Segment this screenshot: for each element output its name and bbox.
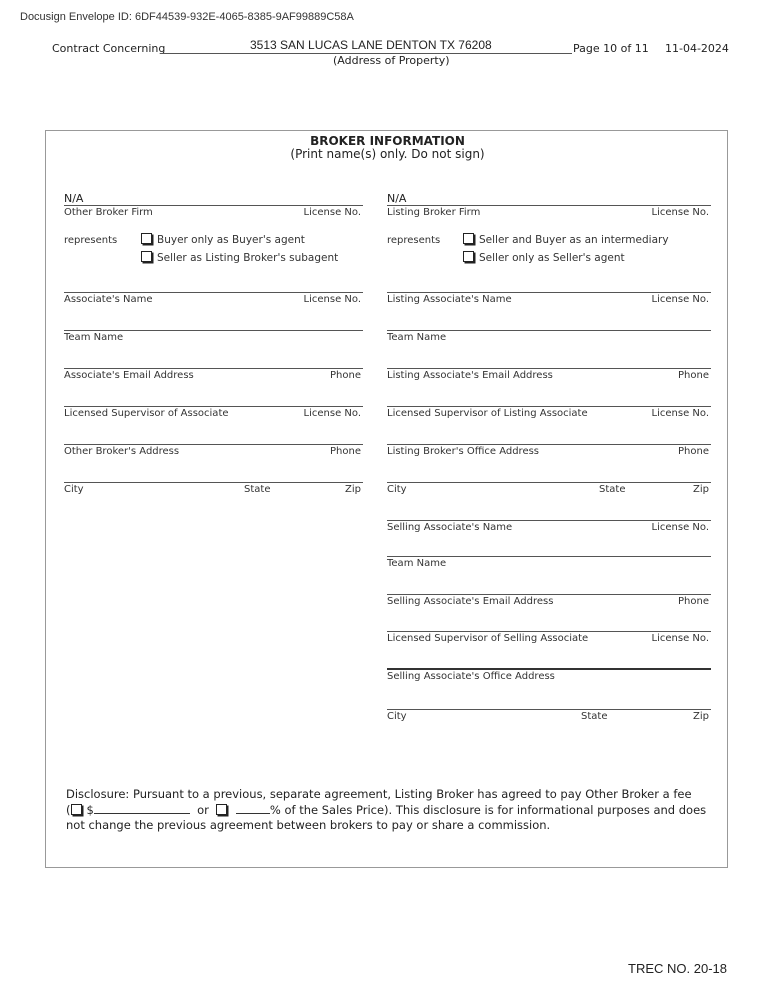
selling-city-state-zip-field[interactable] (387, 709, 711, 724)
associate-email-field[interactable] (64, 368, 363, 383)
other-broker-address-field[interactable] (64, 444, 363, 459)
selling-associate-name-field[interactable] (387, 520, 711, 535)
page-number: Page 10 of 11 (573, 42, 649, 55)
seller-agent-option[interactable] (463, 251, 625, 264)
selling-associate-license-label: License No. (651, 522, 709, 533)
disclosure-text (66, 787, 723, 833)
listing-associate-license-label: License No. (651, 294, 709, 305)
fee-percent-blank[interactable] (236, 802, 270, 814)
selling-supervisor-label: Licensed Supervisor of Selling Associate (387, 633, 589, 644)
intermediary-option[interactable] (463, 233, 669, 246)
other-broker-firm-value: N/A (64, 192, 84, 205)
intermediary-label: Seller and Buyer as an intermediary (479, 234, 669, 246)
other-broker-firm-field[interactable] (64, 205, 363, 220)
selling-office-address-label: Selling Associate's Office Address (387, 671, 555, 682)
state-label: State (599, 484, 626, 495)
supervisor-label: Licensed Supervisor of Associate (64, 408, 229, 419)
selling-supervisor-license-label: License No. (651, 633, 709, 644)
listing-broker-office-address-label: Listing Broker's Office Address (387, 446, 540, 457)
envelope-id: Docusign Envelope ID: 6DF44539-932E-4065-8385-9AF99889C58A (20, 11, 354, 23)
address-caption: (Address of Property) (333, 54, 450, 67)
checkbox-icon[interactable] (463, 233, 474, 244)
checkbox-icon[interactable] (141, 233, 152, 244)
percent-text: % of the Sales Price). This disclosure is for informational purposes and does (269, 803, 707, 817)
other-broker-firm-label: Other Broker Firm (64, 207, 153, 218)
selling-associate-name-label: Selling Associate's Name (387, 522, 513, 533)
left-city-state-zip-field[interactable] (64, 482, 363, 497)
buyer-agent-option[interactable] (141, 233, 305, 246)
listing-associate-email-field[interactable] (387, 368, 711, 383)
listing-team-name-label: Team Name (387, 332, 447, 343)
team-name-field[interactable] (64, 330, 363, 345)
listing-broker-phone-label: Phone (678, 446, 709, 457)
associate-name-field[interactable] (64, 292, 363, 307)
associate-phone-label: Phone (330, 370, 361, 381)
supervisor-license-label: License No. (303, 408, 361, 419)
fee-amount-blank[interactable] (94, 802, 190, 814)
zip-label: Zip (345, 484, 361, 495)
selling-associate-phone-label: Phone (678, 596, 709, 607)
dollar-sign: $ (86, 803, 94, 817)
selling-team-name-label: Team Name (387, 558, 447, 569)
contract-concerning-label: Contract Concerning (52, 42, 166, 55)
percent-checkbox-icon[interactable] (216, 804, 227, 815)
city-label: City (387, 484, 407, 495)
listing-associate-email-label: Listing Associate's Email Address (387, 370, 553, 381)
listing-supervisor-label: Licensed Supervisor of Listing Associate (387, 408, 588, 419)
section-title: BROKER INFORMATION (310, 134, 465, 148)
seller-agent-label: Seller only as Seller's agent (479, 252, 625, 264)
buyer-agent-label: Buyer only as Buyer's agent (157, 234, 305, 246)
state-label: State (244, 484, 271, 495)
property-address: 3513 SAN LUCAS LANE DENTON TX 76208 (250, 38, 492, 52)
right-city-state-zip-field[interactable] (387, 482, 711, 497)
listing-supervisor-license-label: License No. (651, 408, 709, 419)
listing-associate-name-label: Listing Associate's Name (387, 294, 512, 305)
seller-subagent-label: Seller as Listing Broker's subagent (157, 252, 339, 264)
team-name-label: Team Name (64, 332, 124, 343)
listing-supervisor-field[interactable] (387, 406, 711, 421)
selling-supervisor-field[interactable] (387, 631, 711, 646)
right-represents-label: represents (387, 235, 441, 246)
checkbox-icon[interactable] (463, 251, 474, 262)
other-broker-address-label: Other Broker's Address (64, 446, 180, 457)
dollar-checkbox-icon[interactable] (71, 804, 82, 815)
trec-form-number: TREC NO. 20-18 (628, 961, 727, 976)
city-label: City (387, 711, 407, 722)
disclosure-line-1: Disclosure: Pursuant to a previous, separate agreement, Listing Broker has agreed to pay Other Broker a fee (66, 787, 692, 801)
disclosure-line-3: not change the previous agreement between brokers to pay or share a commission. (66, 818, 551, 832)
associate-email-label: Associate's Email Address (64, 370, 194, 381)
paren-open: ( (66, 803, 71, 817)
selling-team-name-field[interactable] (387, 556, 711, 571)
left-represents-label: represents (64, 235, 118, 246)
zip-label: Zip (693, 711, 709, 722)
listing-broker-office-address-field[interactable] (387, 444, 711, 459)
selling-associate-email-field[interactable] (387, 594, 711, 609)
listing-broker-firm-label: Listing Broker Firm (387, 207, 481, 218)
other-broker-license-label: License No. (303, 207, 361, 218)
zip-label: Zip (693, 484, 709, 495)
listing-team-name-field[interactable] (387, 330, 711, 345)
section-subtitle: (Print name(s) only. Do not sign) (290, 147, 485, 161)
listing-associate-phone-label: Phone (678, 370, 709, 381)
selling-associate-email-label: Selling Associate's Email Address (387, 596, 554, 607)
listing-associate-name-field[interactable] (387, 292, 711, 307)
checkbox-icon[interactable] (141, 251, 152, 262)
other-broker-phone-label: Phone (330, 446, 361, 457)
selling-office-address-field[interactable] (387, 668, 711, 684)
supervisor-field[interactable] (64, 406, 363, 421)
seller-subagent-option[interactable] (141, 251, 338, 264)
broker-information-box (45, 130, 728, 868)
state-label: State (581, 711, 608, 722)
associate-license-label: License No. (303, 294, 361, 305)
city-label: City (64, 484, 84, 495)
form-date: 11-04-2024 (665, 42, 729, 55)
disclosure-line-2 (66, 802, 723, 818)
associate-name-label: Associate's Name (64, 294, 153, 305)
or-text: or (197, 803, 209, 817)
listing-broker-firm-value: N/A (387, 192, 407, 205)
listing-broker-license-label: License No. (651, 207, 709, 218)
listing-broker-firm-field[interactable] (387, 205, 711, 220)
